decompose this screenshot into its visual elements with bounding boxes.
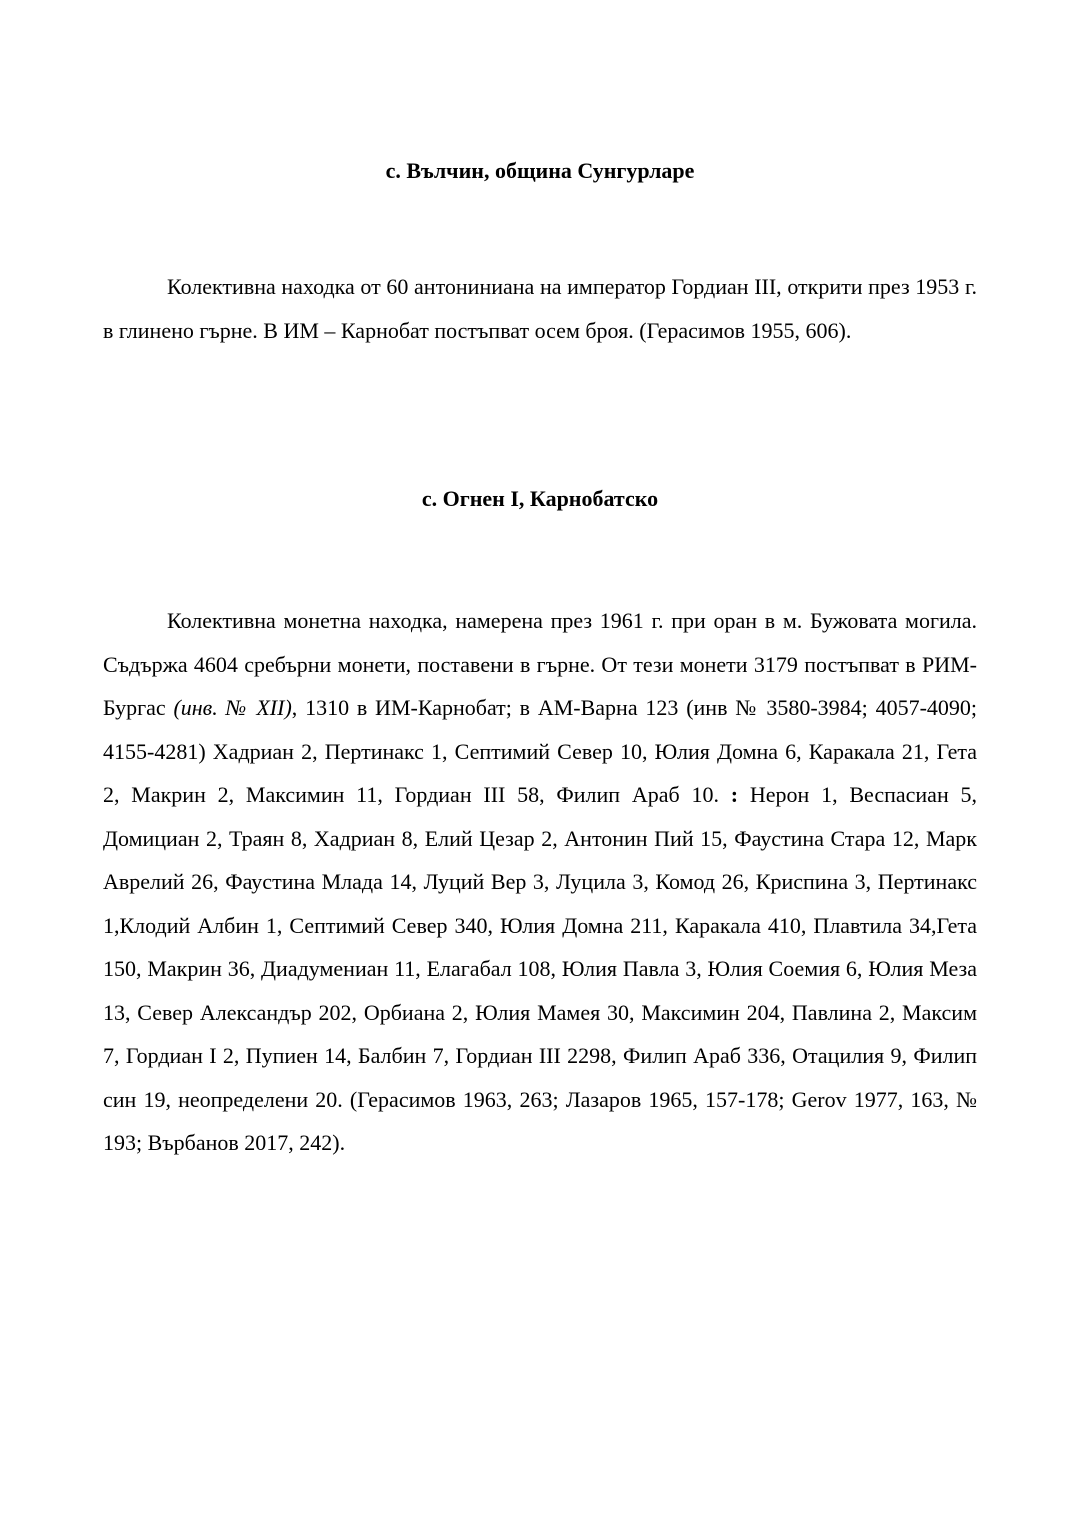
section-heading-valchin: с. Вълчин, община Сунгурларе (385, 158, 695, 183)
paragraph-text-part-c: Нерон 1, Веспасиан 5, Домициан 2, Траян 8, Хадриан 8, Елий Цезар 2, Антонин Пий 15, Фаустина Стара 12, Марк Аврелий 26, Фаустина Млада 14, Луций Вер 3, Луцила 3, Комод 26, Криспина 3, Пертинакс 1,Клодий Албин 1, Септимий Север 340, Юлия Домна 211, Каракала 410, Плавтила 34,Гета 150, Макрин 36, Диадумениан 11, Елагабал 108, Юлия Павла 3, Юлия Соемия 6, Юлия Меза 13, Север Александър 202, Орбиана 2, Юлия Мамея 30, Максимин 204, Павлина 2, Максим 7, Гордиан I 2, Пупиен 14, Балбин 7, Гордиан III 2298, Филип Араб 336, Отацилия 9, Филип син 19, неопределени 20. (Герасимов 1963, 263; Лазаров 1965, 157-178; Gerov 1977, 163, № 193; Върбанов 2017, 242). (103, 782, 977, 1155)
inventory-reference: (инв. № XII) (173, 695, 292, 720)
paragraph-text-part-b: , 1310 в ИМ-Карнобат; в АМ-Варна 123 (инв № 3580-3984; 4057-4090; 4155-4281) Хадриан 2, Пертинакс 1, Септимий Север 10, Юлия Домна 6, Каракала 21, Гета 2, Макрин 2, Максимин 11, Гордиан III 58, Филип Араб 10. (103, 695, 978, 807)
bold-colon: : (730, 782, 739, 807)
section-paragraph-valchin: Колективна находка от 60 антониниана на император Гордиан III, открити през 1953 г. в глинено гърне. В ИМ – Карнобат постъпват осем броя. (Герасимов 1955, 606). (103, 274, 977, 343)
section-heading-ognen: с. Огнен I, Карнобатско (421, 486, 659, 511)
section-paragraph-ognen (103, 599, 977, 1165)
paragraph-text-part-a: Колективна монетна находка, намерена през 1961 г. при оран в м. Бужовата могила. Съдържа 4604 сребърни монети, поставени в гърне. От тези монети 3179 постъпват в РИМ-Бургас (103, 608, 977, 720)
